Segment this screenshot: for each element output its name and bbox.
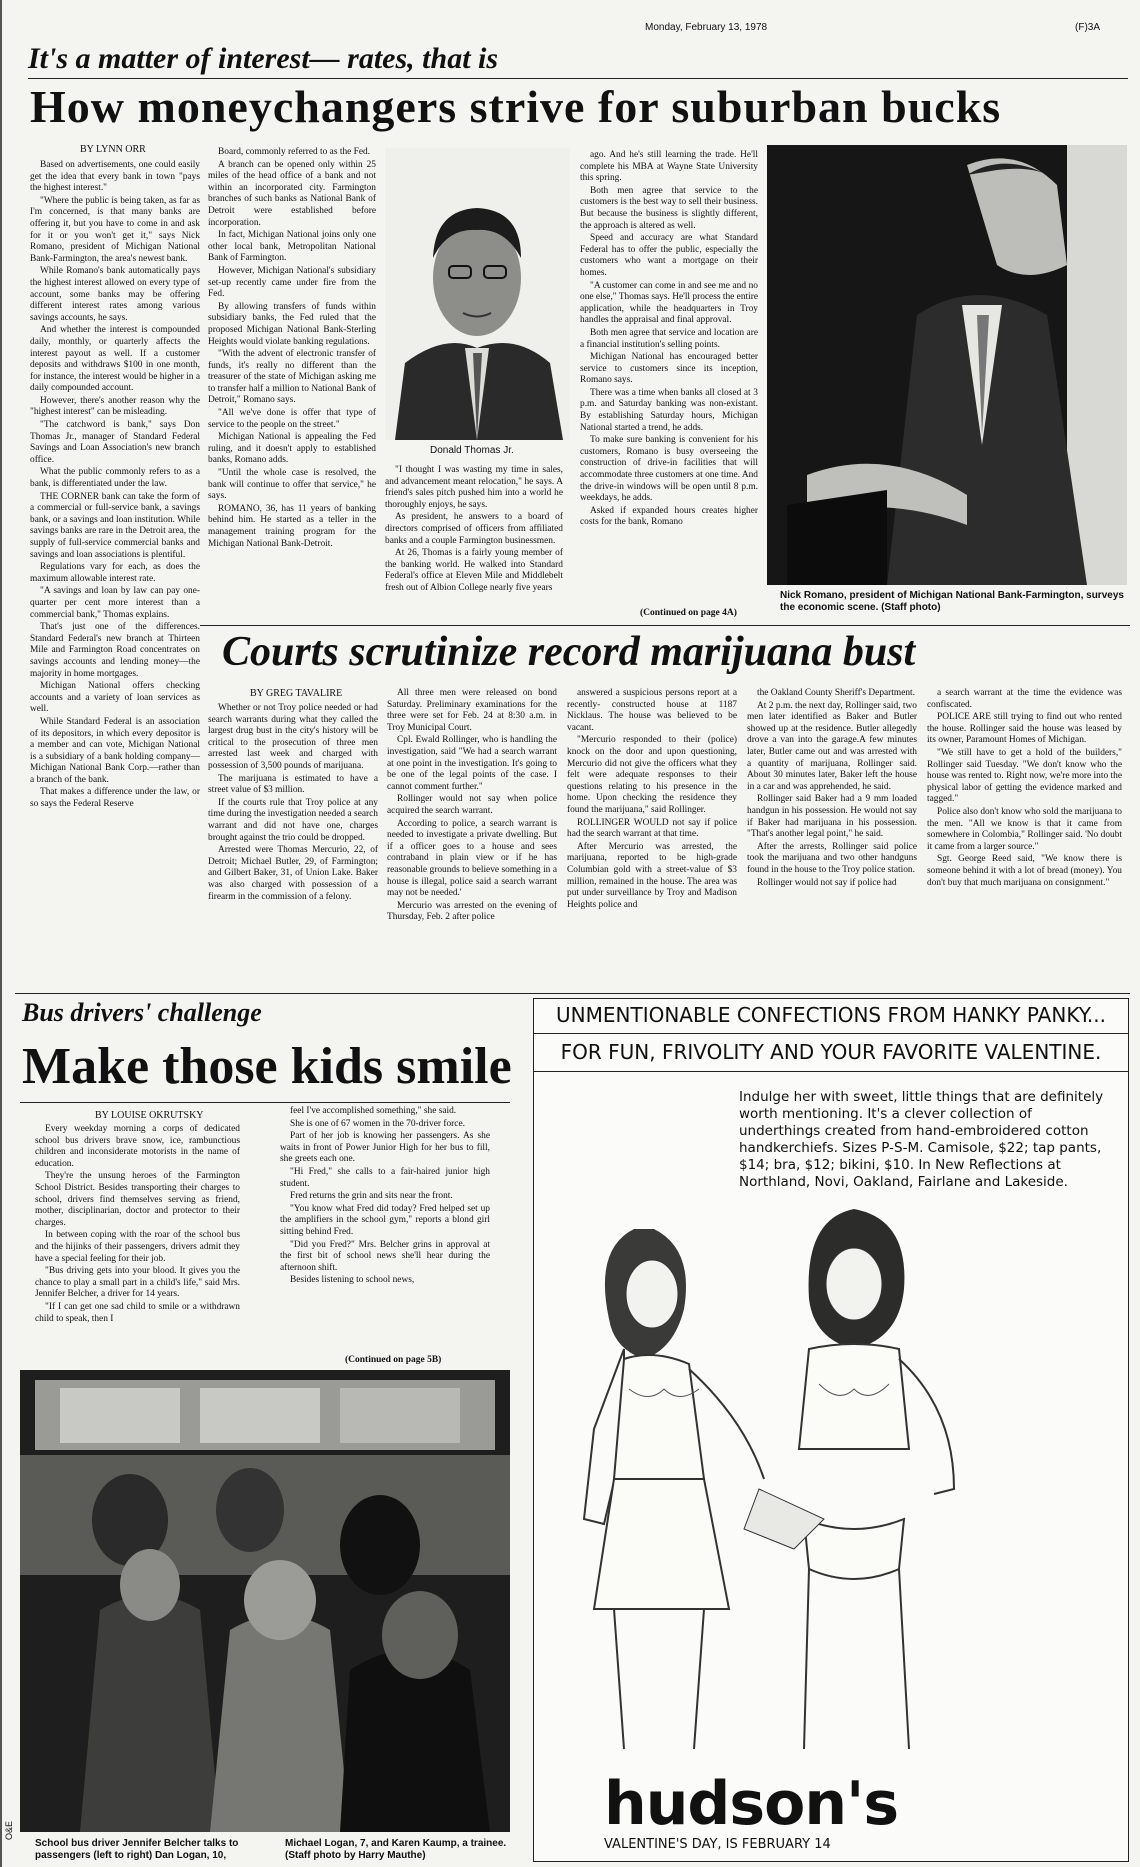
photo-nick-romano — [767, 145, 1127, 585]
photo1-caption: Donald Thomas Jr. — [430, 445, 514, 456]
story2-column-1: Whether or not Troy police needed or had search warrants during what they called the largest drug bust in the city's history will be critical to the prosecution of three men arrested last week and charged with possession of 3,500 pounds of marijuana. The marijuana is estimated to have a street value of $3 million. If the courts rule that Troy police at any time during the investigation needed a search warrant and did not have one, charges brought against the trio could be dropped. Arrested were Thomas Mercurio, 22, of Detroit; Michael Butler, 29, of Farmington; and Gilbert Baker, 31, of Union Lake. Baker was also charged with possession of a firearm in the commission of a felony. — [208, 703, 378, 902]
story2-column-3: answered a suspicious persons report at a recently- constructed house at 1187 Nicklaus. The house was believed to be vacant. "Mercurio responded to their (police) knock on the door and upon questioning, Mercurio did not give the officers what they felt were adequate responses to their questions relating to his presence in the home. Upon checking the residence they found the marijuana," said Rollinger. ROLLINGER WOULD not say if police had the search warrant at that time. After Mercurio was arrested, the marijuana, reported to be high-grade Columbian gold with a street-value of $3 million, remained in the house. The area was put under surveillance by Troy and Madison Heights police and — [567, 688, 737, 910]
story3-column-2: feel I've accomplished something," she said. She is one of 67 women in the 70-driver force. Part of her job is knowing her passengers. As she waits in front of Power Junior High for her bus to fill, she greets each one. "Hi Fred," she calls to a fair-haired junior high student. Fred returns the grin and sits near the front. "You know what Fred did today? Fred helped set up the amplifiers in the school gym," reports a blond girl sitting behind Fred. "Did you Fred?" Mrs. Belcher grins in approval at the first bit of school news she'll hear during the afternoon shift. Besides listening to school news, — [280, 1106, 490, 1286]
story1-byline: BY LYNN ORR — [80, 144, 146, 155]
story1-column-3: "I thought I was wasting my time in sales, and advancement meant relocation," he says. A friend's sales pitch pushed him into a world he thoroughly enjoys, he says. As president, he answers to a board of directors comprised of officers from affiliated banks and a couple Farmington businessmen. At 26, Thomas is a fairly young member of the banking world. He walked into Standard Federal's office at Eleven Mile and Middlebelt fresh out of Albion College nearly five years — [385, 465, 563, 593]
story1-kicker: It's a matter of interest— rates, that is — [28, 42, 499, 75]
story1-column-2: Board, commonly referred to as the Fed. A branch can be opened only within 25 miles of the head office of a bank and not within an incorporated city. Farmington branches of such banks as National Bank of Detroit were established before incorporation. In fact, Michigan National joins only one other local bank, Metropolitan National Bank of Farmington. However, Michigan National's subsidiary set-up recently came under fire from the Fed. By allowing transfers of funds within subsidiary banks, the Fed ruled that the proposed Michigan National Bank-Sterling Heights would violate banking regulations. "With the advent of electronic transfer of funds, it's really no different than the treasurer of the state of Michigan asking me to transfer half a million to National Bank of Detroit," Romano says. "All we've done is offer that type of service to the people on the street." Michigan National is appealing the Fed ruling, and it doesn't apply to established banks, Romano adds. "Until the whole case is resolved, the bank will continue to offer that service," he says. ROMANO, 36, has 11 years of banking behind him. He started as a teller in the management training program for the Michigan National Bank-Detroit. — [208, 147, 376, 549]
ad-headline-1: UNMENTIONABLE CONFECTIONS FROM HANKY PANKY... — [556, 1003, 1106, 1027]
story2-column-2: All three men were released on bond Saturday. Preliminary examinations for the three were set for Feb. 24 at 8:30 a.m. in Troy Municipal Court. Cpl. Ewald Rollinger, who is handling the investigation, said "We had a search warrant at one point in the investigation. It's going to be one of the legal points of the case. I cannot comment further." Rollinger would not say when police acquired the search warrant. According to police, a search warrant is needed to investigate a private dwelling. But if a officer goes to a house and sees contraband in plain view or if he has reasonable grounds to believe something in a house is illegal, police said a search warrant may not be needed.' Mercurio was arrested on the evening of Thursday, Feb. 2 after police — [387, 688, 557, 923]
hudsons-ad — [533, 998, 1129, 1862]
edge-code: O&E — [4, 1820, 14, 1840]
story1-headline: How moneychangers strive for suburban bucks — [30, 81, 1002, 132]
story3-headline: Make those kids smile — [22, 1038, 512, 1095]
folio-date: Monday, February 13, 1978 — [645, 22, 768, 33]
story1-column-1: Based on advertisements, one could easily get the idea that every bank in town "pays the highest interest." "Where the public is being taken, as far as I'm concerned, is that many banks are offering it, but you have to come in and ask for it or you won't get it," says Nick Romano, president of Michigan National Bank-Farmington, the area's newest bank. While Romano's bank automatically pays the highest interest allowed on every type of account, some banks may be offering different interest rates among various savings accounts, he says. And whether the interest is compounded daily, monthly, or quarterly affects the interest payout as well. If a customer deposits and withdraws $100 in one month, for instance, the interest would be higher in a daily compounded account. However, there's another reason why the "highest interest" can be misleading. "The catchword is bank," says Don Thomas Jr., manager of Standard Federal Savings and Loan Association's new branch office. What the public commonly refers to as a bank, is differentiated under the law. THE CORNER bank can take the form of a commercial or full-service bank, a savings bank, or a savings and loan institution. While savings banks are rare in the Detroit area, the supply of full-service commercial banks and savings and loan associations is plentiful. Regulations vary for each, as does the maximum allowable interest rate. "A savings and loan by law can pay one-quarter per cent more interest than a commercial bank," Thomas explains. That's just one of the differences. Standard Federal's new branch at Thirteen Mile and Farmington Road concentrates on savings accounts and lending money—the majority in home mortgages. Michigan National offers checking accounts and a variety of loan services as well. While Standard Federal is an association of its depositors, in which every depositor is a member and can vote, Michigan National is a subsidiary of a bank holding company—Michigan National Bank Corp.—rather than a branch of the bank. That makes a difference under the law, or so says the Federal Reserve — [30, 160, 200, 810]
story3-caption-right: Michael Logan, 7, and Karen Kaump, a trainee. (Staff photo by Harry Mauthe) — [285, 1838, 507, 1861]
story2-byline: BY GREG TAVALIRE — [250, 688, 343, 699]
story3-kicker: Bus drivers' challenge — [22, 998, 262, 1027]
ad-divider-2 — [534, 1071, 1128, 1072]
left-page-edge — [0, 0, 2, 1867]
story3-caption-left: School bus driver Jennifer Belcher talks to passengers (left to right) Dan Logan, 10, — [35, 1838, 239, 1861]
story2-column-5: a search warrant at the time the evidence was confiscated. POLICE ARE still trying to find out who rented the house. Rollinger said the house was leased by its owner, Paramount Homes of Michigan. "We still have to get a hold of the builders," Rollinger said Tuesday. "We don't know who the house was rented to. Right now, we're more into the physical labor of getting the evidence marked and tagged." Police also don't know who sold the marijuana to the men. "All we know is that it came from somewhere in Colombia," Rollinger said. 'No doubt it came from a larger source." Sgt. George Reed said, "We know there is someone behind it with a lot of bread (money). You don't buy that much marijuana on consignment." — [927, 688, 1122, 888]
story3-jump: (Continued on page 5B) — [345, 1355, 442, 1365]
story2-top-rule — [200, 625, 1130, 626]
hudsons-logo: hudson's — [604, 1769, 899, 1839]
ad-tagline: VALENTINE'S DAY, IS FEBRUARY 14 — [604, 1837, 831, 1852]
photo2-caption: Nick Romano, president of Michigan National Bank-Farmington, surveys the economic scene. (Staff photo) — [780, 590, 1124, 613]
folio-page: (F)3A — [1075, 22, 1100, 33]
story1-jump: (Continued on page 4A) — [640, 608, 737, 618]
ad-headline-2: FOR FUN, FRIVOLITY AND YOUR FAVORITE VALENTINE. — [560, 1040, 1102, 1064]
story3-byline: BY LOUISE OKRUTSKY — [95, 1110, 204, 1121]
photo-school-bus — [20, 1370, 510, 1832]
kicker-rule — [28, 78, 1128, 79]
story2-headline: Courts scrutinize record marijuana bust — [222, 629, 916, 675]
story2-column-4: the Oakland County Sheriff's Department. At 2 p.m. the next day, Rollinger said, two men later identified as Baker and Butler showed up at the residence. Butler allegedly drove a van into the garage.A few minutes later, Butler came out and was arrested with a quantity of marijuana, Rollinger said. About 30 minutes later, Baker left the house in a car and was apprehended, he said. Rollinger said Baker had a 9 mm loaded handgun in his possession. He would not say if Baker had marijuana in his possession. "That's another legal point," he said. After the arrests, Rollinger said police took the marijuana and two other handguns found in the house to the Troy police station. Rollinger would not say if police had — [747, 688, 917, 888]
ad-illustration-models — [554, 1189, 1024, 1769]
story3-top-rule — [15, 993, 1130, 994]
ad-body: Indulge her with sweet, little things that are definitely worth mentioning. It's a clever collection of underthings created from hand-embroidered cotton handkerchiefs. Sizes P-S-M. Camisole, $22; tap pants, $14; bra, $12; bikini, $10. In New Reflections at Northland, Novi, Oakland, Fairlane and Lakeside. — [739, 1089, 1104, 1190]
story3-head-rule — [20, 1102, 510, 1103]
photo-donald-thomas — [385, 148, 570, 440]
story3-column-1: Every weekday morning a corps of dedicated school bus drivers brave snow, ice, rambunctious children and inconsiderate motorists in the name of education. They're the unsung heroes of the Farmington School District. Besides transporting their charges to school, drivers find themselves serving as friend, mother, disciplinarian, doctor and protector to their charges. In between coping with the roar of the school bus and the hijinks of their passengers, drivers admit they have a special feeling for their job. "Bus driving gets into your blood. It gives you the chance to play a small part in a child's life," said Mrs. Jennifer Belcher, a driver for 14 years. "If I can get one sad child to smile or a withdrawn child to speak, then I — [35, 1124, 240, 1324]
ad-divider — [534, 1033, 1128, 1034]
story1-column-4: ago. And he's still learning the trade. He'll complete his MBA at Wayne State University this spring. Both men agree that service to the customers is the best way to sell their business. But because the business is slightly different, the approach is altered as well. Speed and accuracy are what Standard Federal has to offer the public, especially the customers who want a mortgage on their homes. "A customer can come in and see me and no one else," Thomas says. He'll process the entire application, while the headquarters in Troy handles the appraisal and final approval. Both men agree that service and location are a financial institution's selling points. Michigan National has encouraged better service to customers since its inception, Romano says. There was a time when banks all closed at 3 p.m. and Saturday banking was non-existant. By establishing Saturday hours, Michigan National started a trend, he adds. To make sure banking is convenient for his customers, Romano is busy overseeing the construction of drive-in facilities that will accommodate three customers at one time. And the drive-in windows will be open until 8 p.m. weekdays, he adds. Asked if expanded hours creates higher costs for the bank, Romano — [580, 150, 758, 528]
